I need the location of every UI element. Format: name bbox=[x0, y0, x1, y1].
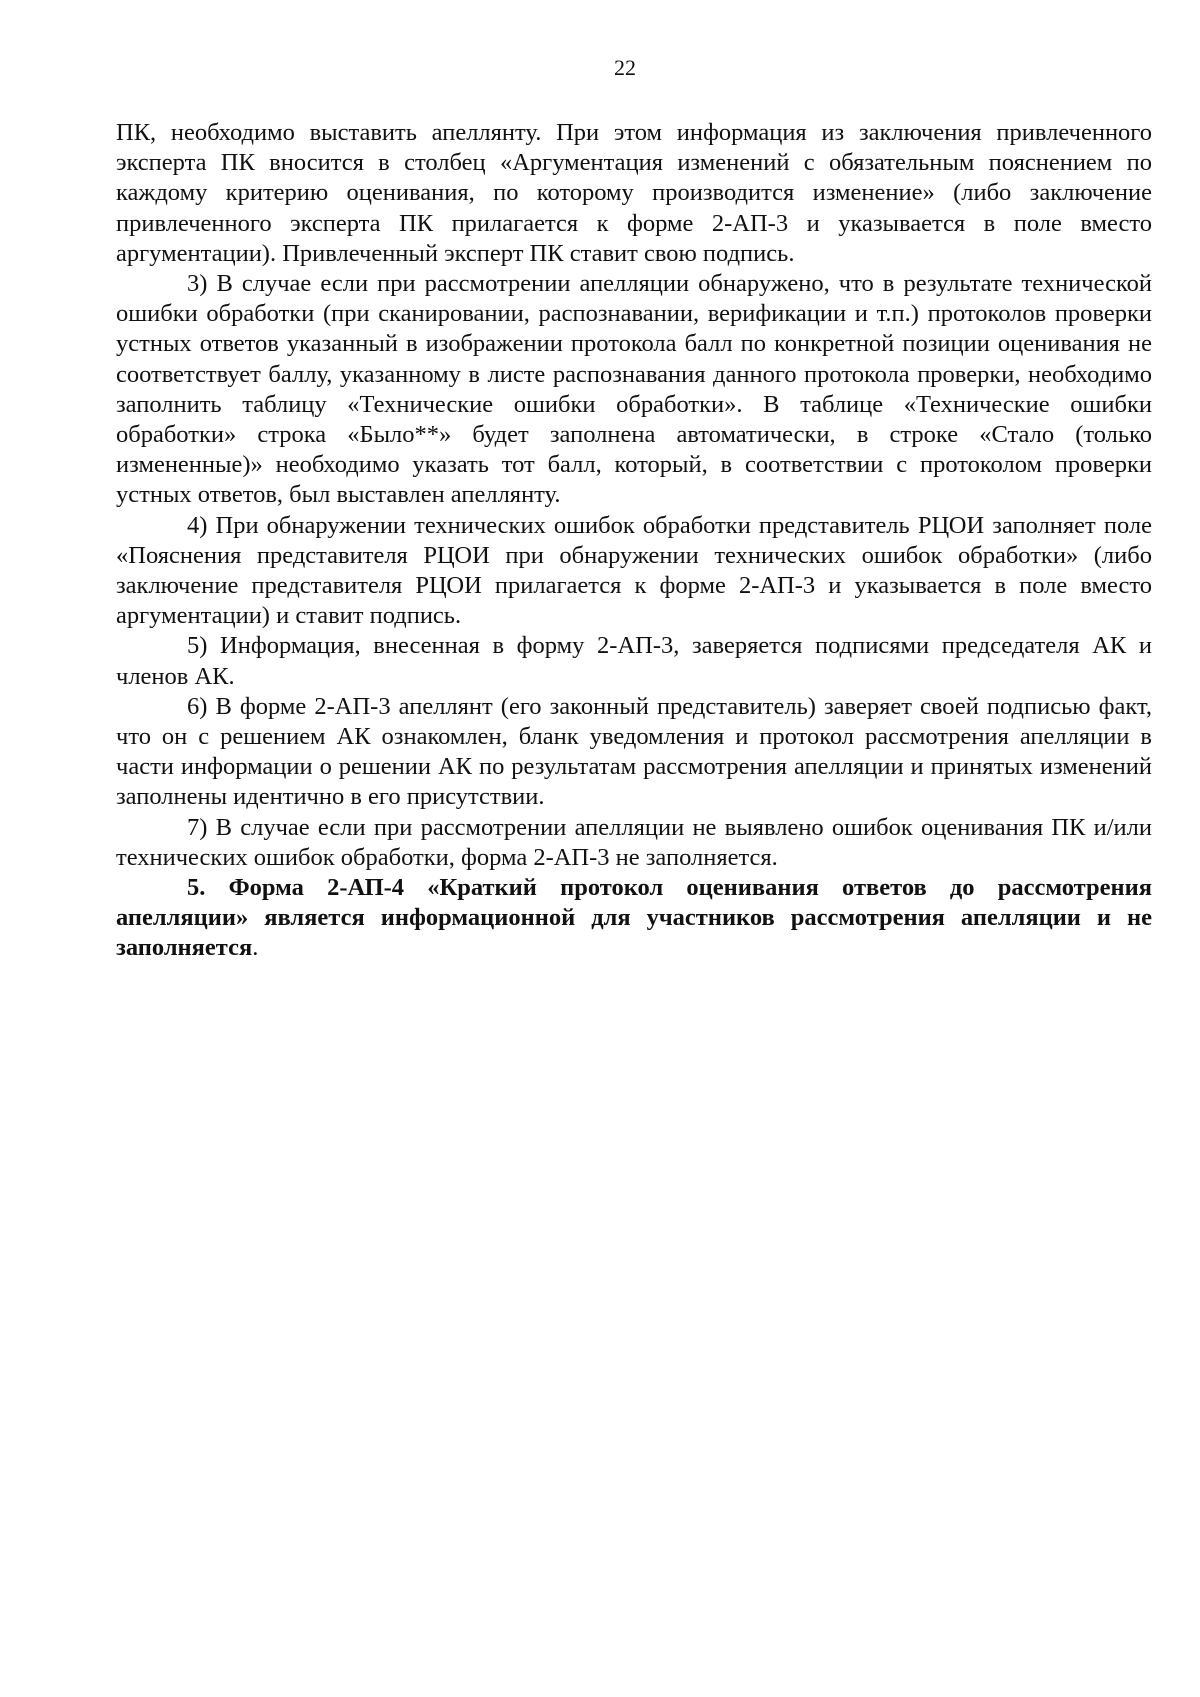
page-number: 22 bbox=[614, 55, 636, 80]
paragraph-item-5: 5) Информация, внесенная в форму 2-АП-3, заверяется подписями председателя АК и членов АК. bbox=[116, 632, 1152, 690]
paragraph-item-7: 7) В случае если при рассмотрении апелляции не выявлено ошибок оценивания ПК и/или технических ошибок обработки, форма 2-АП-3 не заполняется. bbox=[116, 813, 1152, 871]
section-5-bold-text: 5. Форма 2-АП-4 «Краткий протокол оценивания ответов до рассмотрения апелляции» является информационной для участников рассмотрения апелляции и не заполняется bbox=[116, 874, 1152, 962]
section-5-paragraph bbox=[116, 873, 1152, 964]
section-5-tail: . bbox=[252, 934, 259, 962]
paragraph-item-4: 4) При обнаружении технических ошибок обработки представитель РЦОИ заполняет поле «Пояснения представителя РЦОИ при обнаружении технических ошибок обработки» (либо заключение представителя РЦОИ прилагается к форме 2-АП-3 и указывается в поле вместо аргументации) и ставит подпись. bbox=[116, 511, 1152, 630]
paragraph-item-6: 6) В форме 2-АП-3 апеллянт (его законный представитель) заверяет своей подписью факт, что он с решением АК ознакомлен, бланк уведомления и протокол рассмотрения апелляции в части информации о решении АК по результатам рассмотрения апелляции и принятых изменений заполнены идентично в его присутствии. bbox=[116, 692, 1152, 811]
document-body bbox=[116, 118, 1152, 964]
paragraph-item-3: 3) В случае если при рассмотрении апелляции обнаружено, что в результате технической ошибки обработки (при сканировании, распознавании, верификации и т.п.) протоколов проверки устных ответов указанный в изображении протокола балл по конкретной позиции оценивания не соответствует баллу, указанному в листе распознавания данного протокола проверки, необходимо заполнить таблицу «Технические ошибки обработки». В таблице «Технические ошибки обработки» строка «Было**» будет заполнена автоматически, в строке «Стало (только измененные)» необходимо указать тот балл, который, в соответствии с протоколом проверки устных ответов, был выставлен апеллянту. bbox=[116, 270, 1152, 509]
paragraph-continuation: ПК, необходимо выставить апеллянту. При этом информация из заключения привлеченного эксперта ПК вносится в столбец «Аргументация изменений с обязательным пояснением по каждому критерию оценивания, по которому производится изменение» (либо заключение привлеченного эксперта ПК прилагается к форме 2-АП-3 и указывается в поле вместо аргументации). Привлеченный эксперт ПК ставит свою подпись. bbox=[116, 119, 1152, 267]
